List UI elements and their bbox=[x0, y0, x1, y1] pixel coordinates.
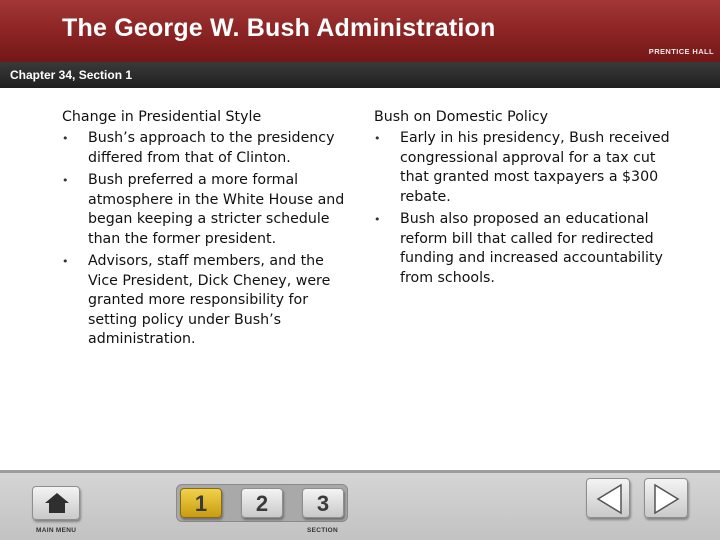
left-column bbox=[62, 108, 350, 353]
arrow-left-icon bbox=[595, 483, 623, 515]
bullet-icon: • bbox=[62, 132, 69, 145]
section-label: SECTION bbox=[307, 527, 338, 534]
bullet-text: Bush’s approach to the presidency differed from that of Clinton. bbox=[88, 130, 335, 166]
right-column bbox=[374, 108, 670, 291]
section-1-button[interactable]: 1 bbox=[180, 488, 222, 518]
section-3-button[interactable]: 3 bbox=[302, 488, 344, 518]
title-bar bbox=[0, 0, 720, 62]
left-column-heading: Change in Presidential Style bbox=[62, 109, 262, 125]
bullet-icon: • bbox=[62, 255, 69, 268]
right-bullet-list bbox=[374, 129, 670, 288]
home-icon bbox=[44, 492, 70, 514]
subtitle-bar bbox=[0, 62, 720, 88]
left-bullet-list bbox=[62, 129, 350, 350]
publisher-logo: PRENTICE HALL bbox=[648, 47, 714, 56]
bullet-text: Bush preferred a more formal atmosphere in the White House and began keeping a stricter schedule than the former president. bbox=[88, 172, 345, 247]
slide-title: The George W. Bush Administration bbox=[62, 14, 496, 42]
bullet-icon: • bbox=[374, 132, 381, 145]
right-column-heading: Bush on Domestic Policy bbox=[374, 109, 548, 125]
bullet-icon: • bbox=[374, 213, 381, 226]
previous-slide-button[interactable] bbox=[586, 478, 630, 518]
main-menu-button[interactable] bbox=[32, 486, 80, 520]
section-2-button[interactable]: 2 bbox=[241, 488, 283, 518]
list-item bbox=[62, 129, 350, 168]
bullet-text: Bush also proposed an educational reform bill that called for redirected funding and increased accountability from schools. bbox=[400, 211, 663, 286]
arrow-right-icon bbox=[653, 483, 681, 515]
main-menu-label: MAIN MENU bbox=[36, 527, 77, 534]
next-slide-button[interactable] bbox=[644, 478, 688, 518]
chapter-section-label: Chapter 34, Section 1 bbox=[10, 68, 133, 82]
list-item bbox=[374, 210, 670, 288]
bullet-text: Advisors, staff members, and the Vice President, Dick Cheney, were granted more responsibility for setting policy under Bush’s administration. bbox=[88, 253, 331, 347]
list-item bbox=[62, 171, 350, 249]
bullet-text: Early in his presidency, Bush received congressional approval for a tax cut that granted most taxpayers a $300 rebate. bbox=[400, 130, 670, 205]
footer-divider bbox=[0, 470, 720, 473]
list-item bbox=[62, 252, 350, 350]
bullet-icon: • bbox=[62, 174, 69, 187]
list-item bbox=[374, 129, 670, 207]
